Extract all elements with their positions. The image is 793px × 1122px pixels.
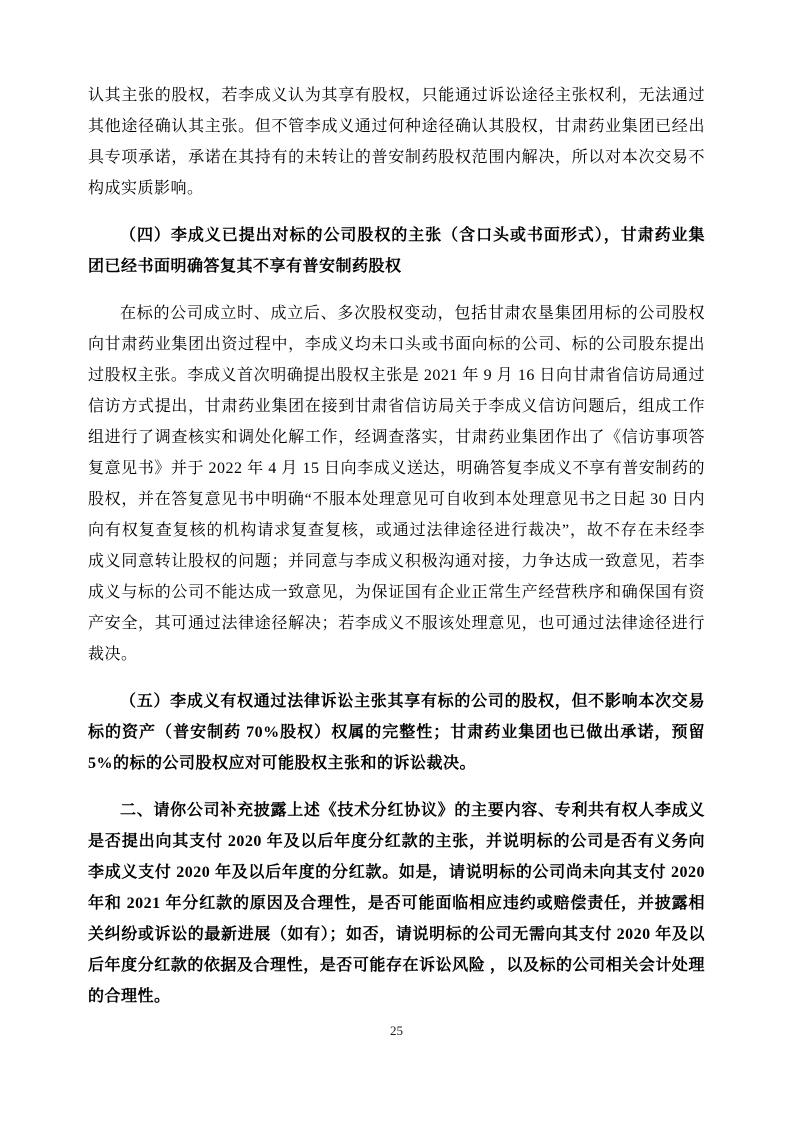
section-heading-4: （四）李成义已提出对标的公司股权的主张（含口头或书面形式），甘肃药业集团已经书面明确答复其不享有普安制药股权 [88,227,705,275]
page-number: 25 [390,1023,403,1038]
section-heading-question-2: 二、请你公司补充披露上述《技术分红协议》的主要内容、专利共有权人李成义是否提出向其支付 2020 年及以后年度分红款的主张，并说明标的公司是否有义务向李成义支付 2020 年及以后年度的分红款。如是，请说明标的公司尚未向其支付 2020 年和 2021 年分红款的原因及合理性，是否可能面临相应违约或赔偿责任，并披露相关纠纷或诉讼的最新进展（如有）；如否，请说明标的公司无需向其支付 2020 年及以后年度分红款的依据及合理性，是否可能存在诉讼风险 ，以及标的公司相关会计处理的合理性。 [88,802,705,1005]
paragraph-continuation: 认其主张的股权，若李成义认为其享有股权，只能通过诉讼途径主张权利，无法通过其他途径确认其主张。但不管李成义通过何种途径确认其股权，甘肃药业集团已经出具专项承诺，承诺在其持有的未转让的普安制药股权范围内解决，所以对本次交易不构成实质影响。 [88,87,705,197]
section-heading-5: （五）李成义有权通过法律诉讼主张其享有标的公司的股权，但不影响本次交易标的资产（普安制药 70%股权）权属的完整性；甘肃药业集团也已做出承诺，预留 5%的标的公司股权应对可能股权主张和的诉讼裁决。 [88,693,705,772]
paragraph-body: 在标的公司成立时、成立后、多次股权变动，包括甘肃农垦集团用标的公司股权向甘肃药业集团出资过程中，李成义均未口头或书面向标的公司、标的公司股东提出过股权主张。李成义首次明确提出股权主张是 2021 年 9 月 16 日向甘肃省信访局通过信访方式提出，甘肃药业集团在接到甘肃省信访局关于李成义信访问题后，组成工作组进行了调查核实和调处化解工作，经调查落实，甘肃药业集团作出了《信访事项答复意见书》并于 2022 年 4 月 15 日向李成义送达，明确答复李成义不享有普安制药的股权，并在答复意见书中明确“不服本处理意见可自收到本处理意见书之日起 30 日内向有权复查复核的机构请求复查复核，或通过法律途径进行裁决”，故不存在未经李成义同意转让股权的问题；并同意与李成义积极沟通对接，力争达成一致意见，若李成义与标的公司不能达成一致意见，为保证国有企业正常生产经营秩序和确保国有资产安全，其可通过法律途径解决；若李成义不服该处理意见，也可通过法律途径进行裁决。 [88,305,705,663]
